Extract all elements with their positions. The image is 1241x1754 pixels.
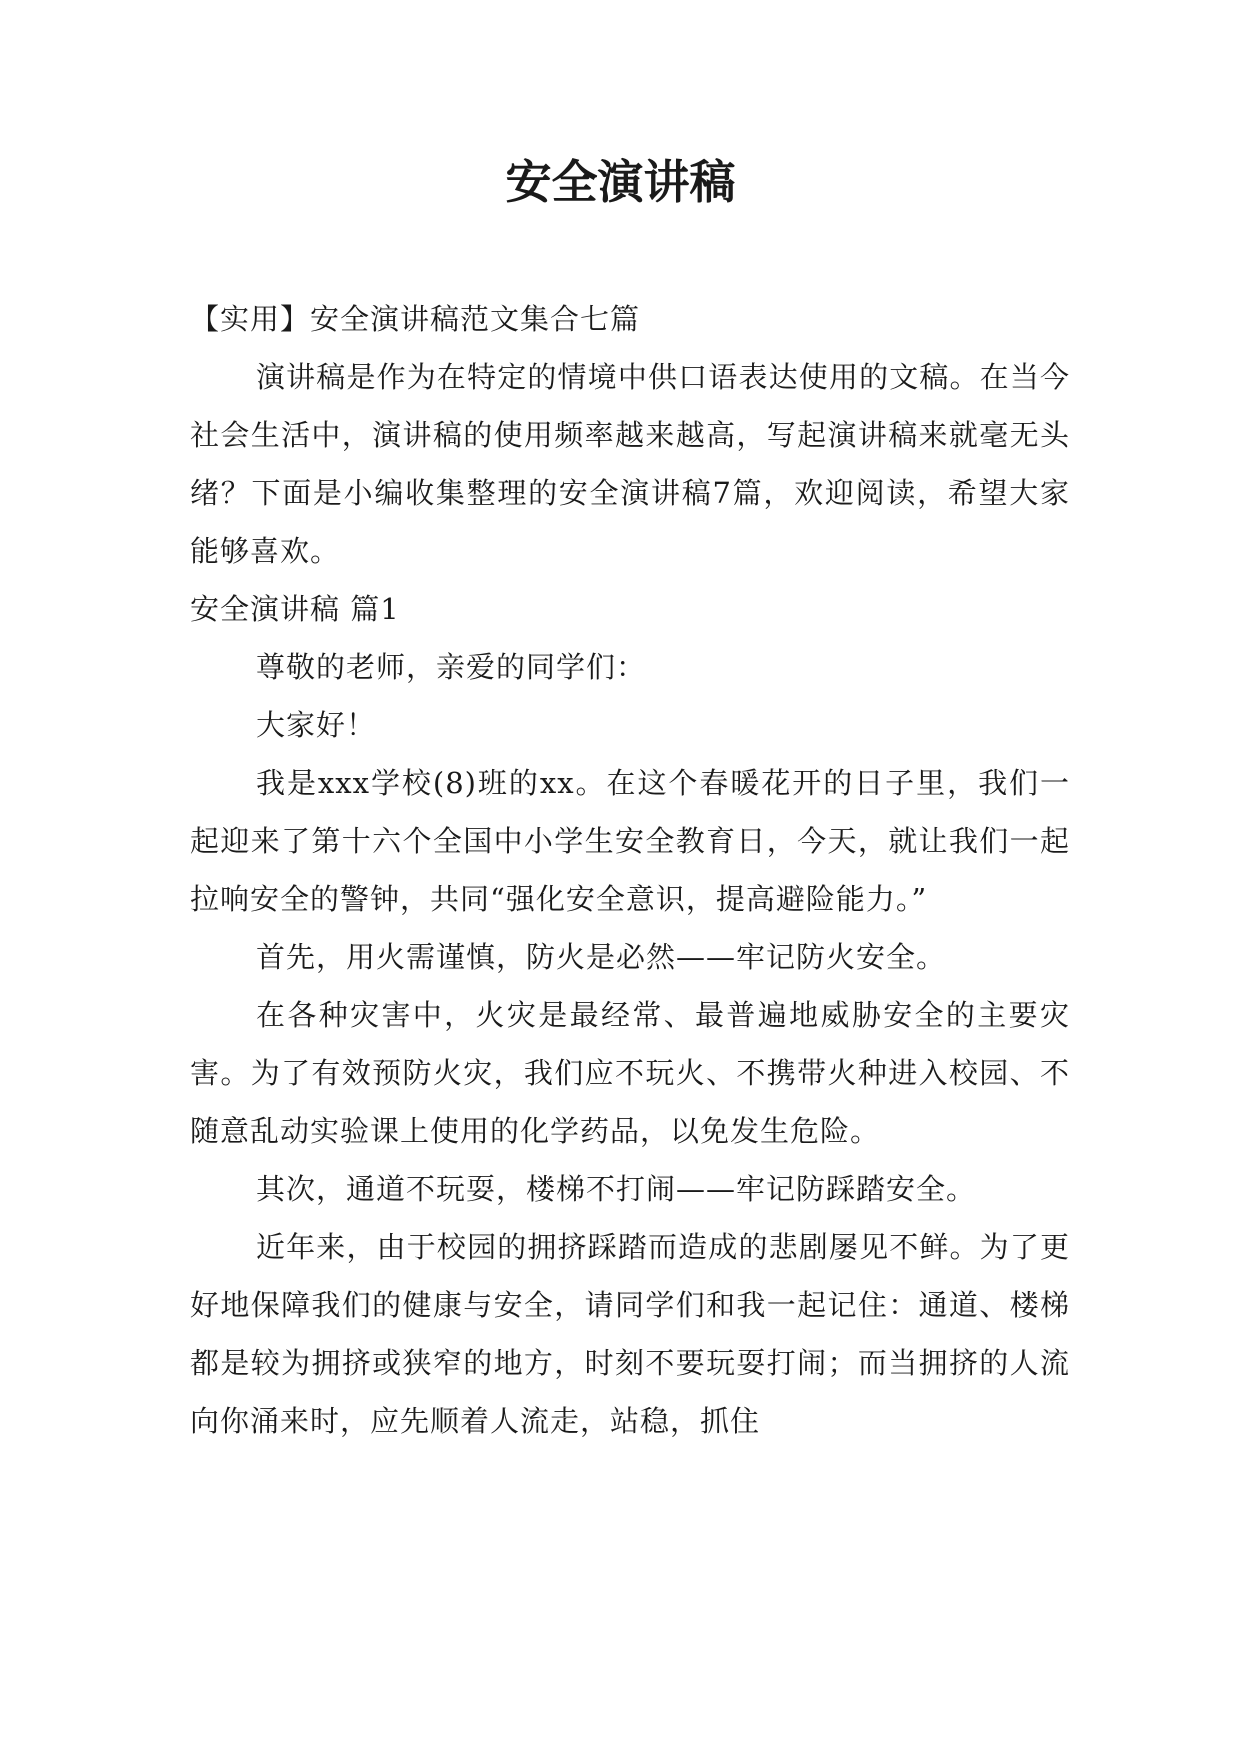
paragraph: 我是xxx学校(8)班的xx。在这个春暖花开的日子里，我们一起迎来了第十六个全国中小学生安全教育日，今天，就让我们一起拉响安全的警钟，共同“强化安全意识，提高避险能力。” bbox=[190, 766, 1070, 916]
paragraph: 在各种灾害中，火灾是最经常、最普遍地威胁安全的主要灾害。为了有效预防火灾，我们应不玩火、不携带火种进入校园、不随意乱动实验课上使用的化学药品，以免发生危险。 bbox=[190, 998, 1070, 1148]
document-body bbox=[190, 290, 1070, 1450]
document-title: 安全演讲稿 bbox=[505, 155, 736, 209]
paragraph-subtitle: 【实用】安全演讲稿范文集合七篇 bbox=[190, 302, 641, 336]
paragraph: 首先，用火需谨慎，防火是必然——牢记防火安全。 bbox=[256, 940, 947, 974]
paragraph-greeting: 大家好！ bbox=[256, 708, 377, 742]
paragraph: 其次，通道不玩耍，楼梯不打闹——牢记防踩踏安全。 bbox=[256, 1172, 977, 1206]
section-heading: 安全演讲稿 篇1 bbox=[190, 592, 400, 626]
paragraph-salutation: 尊敬的老师，亲爱的同学们： bbox=[256, 650, 647, 684]
paragraph-intro: 演讲稿是作为在特定的情境中供口语表达使用的文稿。在当今社会生活中，演讲稿的使用频率越来越高，写起演讲稿来就毫无头绪？下面是小编收集整理的安全演讲稿7篇，欢迎阅读，希望大家能够喜欢。 bbox=[190, 360, 1070, 568]
paragraph: 近年来，由于校园的拥挤踩踏而造成的悲剧屡见不鲜。为了更好地保障我们的健康与安全，请同学们和我一起记住：通道、楼梯都是较为拥挤或狭窄的地方，时刻不要玩耍打闹；而当拥挤的人流向你涌来时，应先顺着人流走，站稳，抓住 bbox=[190, 1230, 1070, 1438]
